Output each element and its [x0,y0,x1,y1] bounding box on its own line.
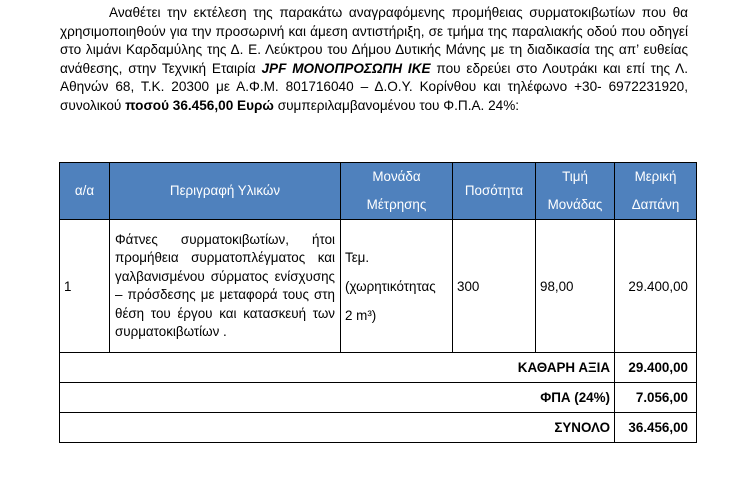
net-value-row [60,353,697,383]
row-aa: 1 [60,220,110,353]
header-cost [615,163,697,220]
row-unit-line3: 2 m³) [345,307,377,323]
total-label: ΣΥΝΟΛΟ [60,413,615,443]
total-amount-text: ποσού 36.456,00 Ευρώ [125,97,274,113]
row-description: Φάτνες συρματοκιβωτίων, ήτοι προμήθεια συρματοπλέγματος και γαλβανισμένου σύρματος ενίσχυσης – πρόσδεσης με μεταφορά τους στη θέση του έργου και κατασκευή των συρματοκιβωτίων . [110,220,341,353]
intro-text-2: που εδρεύει στο Λουτράκι και επί της Λ. Αθηνών 68, Τ.Κ. 20300 με Α.Φ.Μ. 801716040 – Δ.Ο.Υ. Κορίνθου και τηλέφωνο +30- 6972231920, συνολικού [60,60,689,113]
row-unit-line2: (χωρητικότητας [345,278,436,294]
header-aa: α/α [60,163,110,220]
header-cost-line1: Μερική [634,169,677,184]
table-row [60,220,697,353]
company-name: JPF ΜΟΝΟΠΡΟΣΩΠΗ ΙΚΕ [261,60,431,76]
total-row [60,413,697,443]
header-price-line1: Τιμή [562,169,588,184]
row-unit [341,220,453,353]
row-unit-line1: Τεμ. [345,249,370,265]
header-price [536,163,615,220]
intro-text-1: Αναθέτει την εκτέλεση της παρακάτω αναγραφόμενης προμήθειας συρματοκιβωτίων που θα χρησιμοποιηθούν για την προσωρινή και άμεση αντιστήριξη, σε τμήμα της παραλιακής οδού που οδηγεί στο λιμάνι Καρδαμύλης της Δ. Ε. Λεύκτρου του Δήμου Δυτικής Μάνης με τη διαδικασία της απ’ ευθείας ανάθεσης, στην Τεχνική Εταιρία [60,5,688,76]
vat-value: 7.056,00 [615,383,697,413]
header-cost-line2: Δαπάνη [631,197,680,212]
header-unit [341,163,453,220]
net-value-label: ΚΑΘΑΡΗ ΑΞΙΑ [60,353,615,383]
row-quantity: 300 [453,220,536,353]
intro-paragraph [60,4,688,115]
intro-text-3: συμπεριλαμβανομένου του Φ.Π.Α. 24%: [277,97,520,113]
header-unit-line2: Μέτρησης [366,197,427,212]
header-unit-line1: Μονάδα [372,169,421,184]
cost-table [59,162,697,443]
net-value: 29.400,00 [615,353,697,383]
vat-row [60,383,697,413]
header-description: Περιγραφή Υλικών [110,163,341,220]
header-quantity: Ποσότητα [453,163,536,220]
header-price-line2: Μονάδας [547,197,603,212]
row-unit-price: 98,00 [536,220,615,353]
vat-label: ΦΠΑ (24%) [60,383,615,413]
total-value: 36.456,00 [615,413,697,443]
row-cost: 29.400,00 [615,220,697,353]
table-header-row [60,163,697,220]
